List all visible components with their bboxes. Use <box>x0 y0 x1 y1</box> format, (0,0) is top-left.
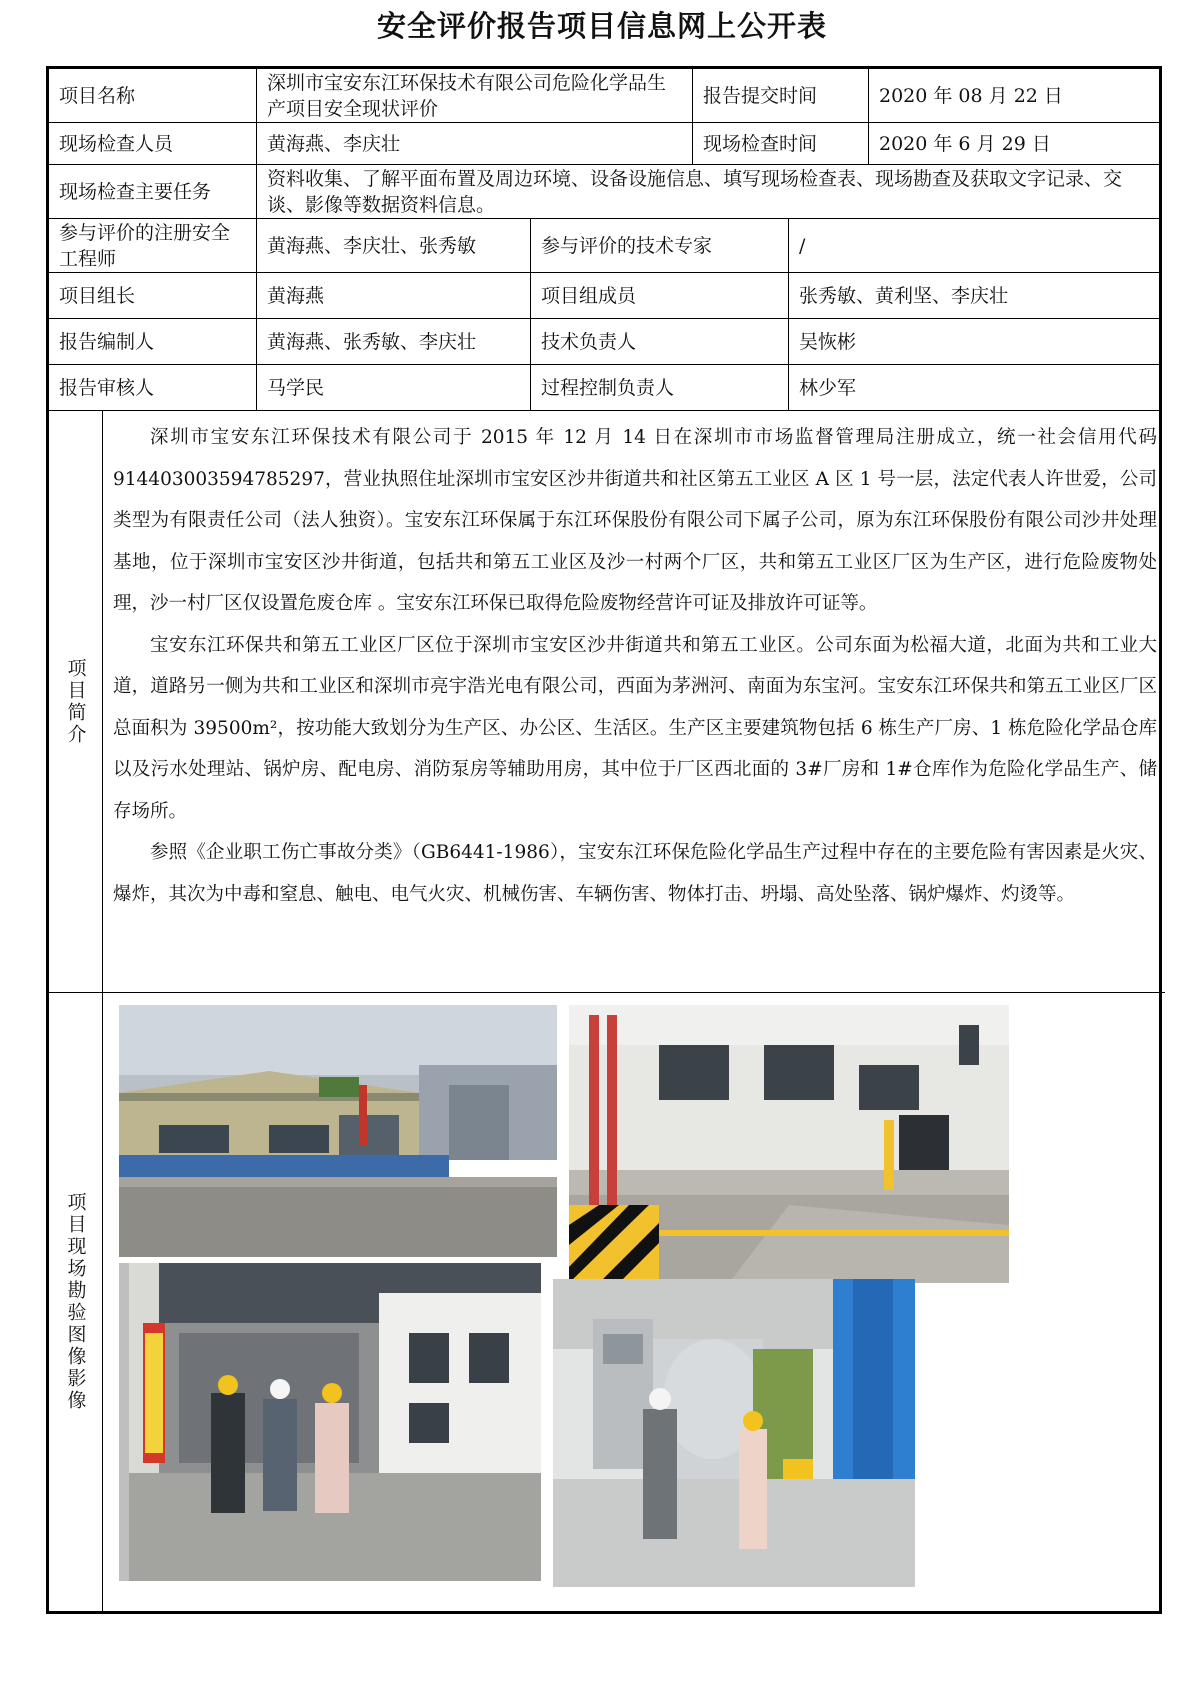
value-process-lead: 林少军 <box>789 365 1159 411</box>
value-experts: / <box>789 219 1159 273</box>
label-compiler: 报告编制人 <box>49 319 257 365</box>
value-compiler: 黄海燕、张秀敏、李庆壮 <box>257 319 531 365</box>
info-table <box>46 66 1162 1614</box>
label-members: 项目组成员 <box>531 273 789 319</box>
site-photo-warehouse <box>119 1005 557 1257</box>
value-engineers: 黄海燕、李庆壮、张秀敏 <box>257 219 531 273</box>
value-tasks: 资料收集、了解平面布置及周边环境、设备设施信息、填写现场检查表、现场勘查及获取文字记录、交谈、影像等数据资料信息。 <box>257 165 1159 219</box>
value-inspectors: 黄海燕、李庆壮 <box>257 123 693 165</box>
page-title: 安全评价报告项目信息网上公开表 <box>376 9 827 43</box>
site-photo-boiler-room <box>553 1279 915 1587</box>
intro-paragraph-1: 深圳市宝安东江环保技术有限公司于 2015 年 12 月 14 日在深圳市市场监督管理局注册成立，统一社会信用代码 914403003594785297，营业执照住址深圳市宝安区沙井街道共和社区第五工业区 A 区 1 号一层，法定代表人许世爱，公司类型为有限责任公司（法人独资）。宝安东江环保属于东江环保股份有限公司下属子公司，原为东江环保股份有限公司沙井处理基地，位于深圳市宝安区沙井街道，包括共和第五工业区及沙一村两个厂区，共和第五工业区厂区为生产区，进行危险废物处理，沙一村厂区仅设置危废仓库 。宝安东江环保已取得危险废物经营许可证及排放许可证等。 <box>113 427 1157 614</box>
value-report-time: 2020 年 08 月 22 日 <box>869 69 1159 123</box>
label-tasks: 现场检查主要任务 <box>49 165 257 219</box>
site-photo-inspection-team <box>119 1263 541 1581</box>
intro-label: 项目简介 <box>49 411 103 993</box>
intro-text <box>103 411 1165 993</box>
value-inspection-time: 2020 年 6 月 29 日 <box>869 123 1159 165</box>
value-members: 张秀敏、黄利坚、李庆壮 <box>789 273 1159 319</box>
label-tech-lead: 技术负责人 <box>531 319 789 365</box>
label-process-lead: 过程控制负责人 <box>531 365 789 411</box>
label-engineers: 参与评价的注册安全工程师 <box>49 219 257 273</box>
label-leader: 项目组长 <box>49 273 257 319</box>
value-leader: 黄海燕 <box>257 273 531 319</box>
label-report-time: 报告提交时间 <box>693 69 869 123</box>
intro-paragraph-2: 宝安东江环保共和第五工业区厂区位于深圳市宝安区沙井街道共和第五工业区。公司东面为松福大道，北面为共和工业大道，道路另一侧为共和工业区和深圳市亮宇浩光电有限公司，西面为茅洲河、南面为东宝河。宝安东江环保共和第五工业区厂区总面积为 39500m²，按功能大致划分为生产区、办公区、生活区。生产区主要建筑物包括 6 栋生产厂房、1 栋危险化学品仓库以及污水处理站、锅炉房、配电房、消防泵房等辅助用房，其中位于厂区西北面的 3#厂房和 1#仓库作为危险化学品生产、储存场所。 <box>113 634 1157 822</box>
value-tech-lead: 吴恢彬 <box>789 319 1159 365</box>
photos-label: 项目现场勘验图像影像 <box>49 993 103 1611</box>
value-project-name: 深圳市宝安东江环保技术有限公司危险化学品生产项目安全现状评价 <box>257 69 693 123</box>
label-inspectors: 现场检查人员 <box>49 123 257 165</box>
intro-paragraph-3: 参照《企业职工伤亡事故分类》（GB6441-1986），宝安东江环保危险化学品生产过程中存在的主要危险有害因素是火灾、爆炸，其次为中毒和窒息、触电、电气火灾、机械伤害、车辆伤害、物体打击、坍塌、高处坠落、锅炉爆炸、灼烫等。 <box>113 842 1157 905</box>
label-experts: 参与评价的技术专家 <box>531 219 789 273</box>
value-reviewer: 马学民 <box>257 365 531 411</box>
label-inspection-time: 现场检查时间 <box>693 123 869 165</box>
label-project-name: 项目名称 <box>49 69 257 123</box>
site-photo-building-entrance <box>569 1005 1009 1283</box>
label-reviewer: 报告审核人 <box>49 365 257 411</box>
